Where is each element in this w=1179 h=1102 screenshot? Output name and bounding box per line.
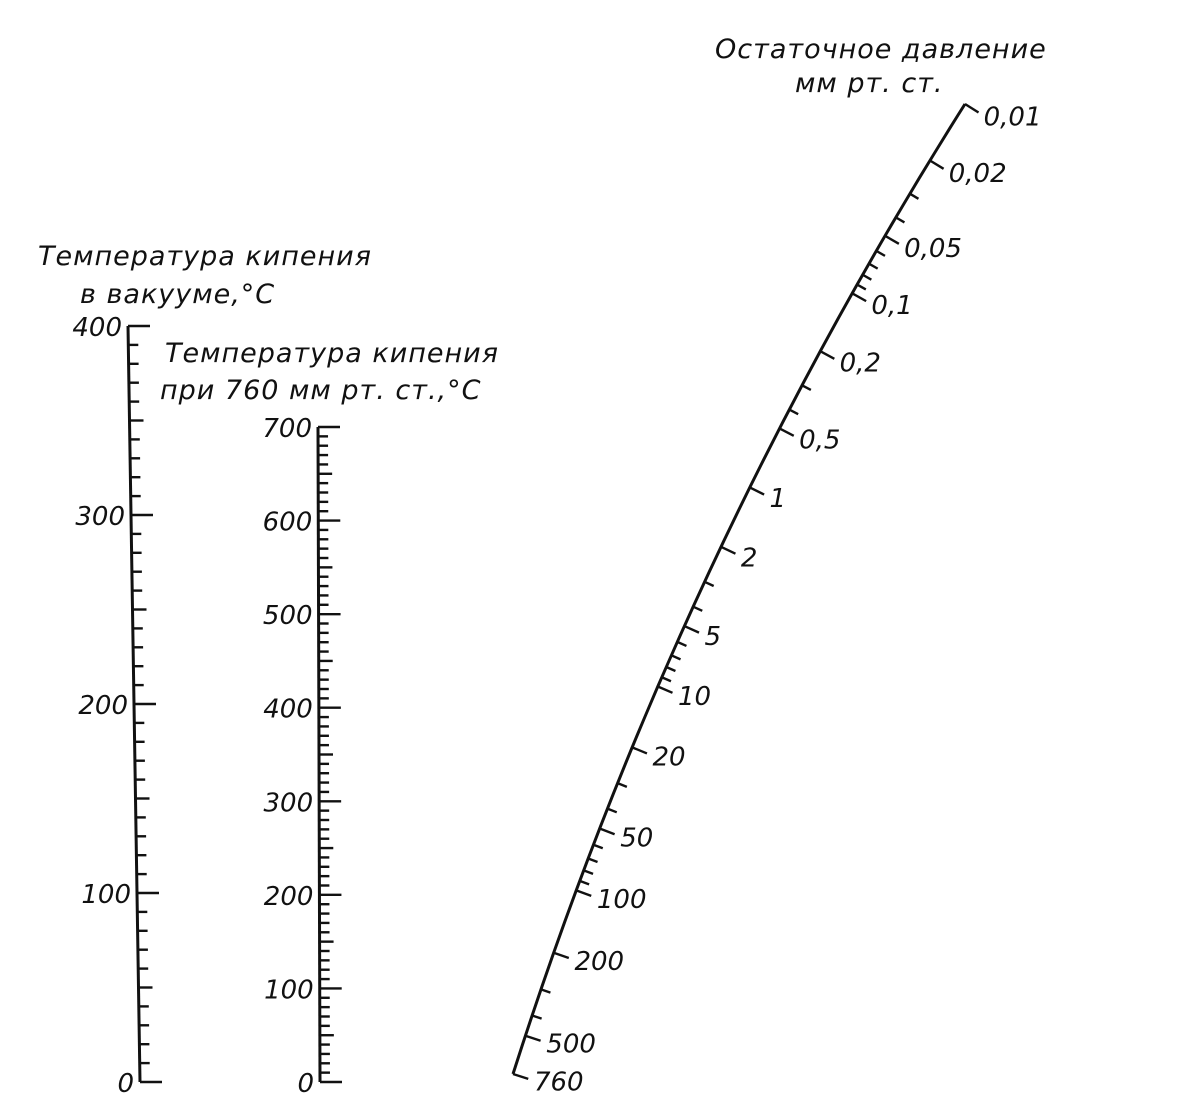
pressure-major-tick [885,236,899,244]
pressure-minor-tick [541,989,550,992]
pressure-minor-tick [532,1015,541,1018]
pressure-tick-label: 0,05 [904,233,962,264]
pressure-major-tick [554,953,569,958]
normal-temp-title-line2: при 760 мм рт. ст.,°C [160,375,482,406]
pressure-scale [513,34,1047,1098]
pressure-minor-tick [588,858,597,862]
pressure-major-tick [600,828,615,834]
pressure-minor-tick [802,385,811,390]
pressure-major-tick [576,890,591,896]
pressure-title-line2: мм рт. ст. [795,68,944,99]
pressure-major-tick [820,351,834,359]
pressure-tick-label: 5 [704,622,722,653]
pressure-minor-tick [671,655,680,659]
pressure-major-tick [780,428,794,435]
pressure-major-tick [684,626,699,633]
normal-temp-tick-label: 100 [264,975,314,1006]
normal-temp-ticks [262,414,342,1099]
pressure-tick-label: 0,02 [948,158,1007,189]
vacuum-temp-tick-label: 400 [72,313,122,343]
normal-temp-tick-label: 500 [262,601,313,632]
pressure-tick-label: 20 [652,742,686,773]
pressure-minor-tick [705,582,714,586]
vacuum-temp-title-line1: Температура кипения [38,241,372,272]
pressure-minor-tick [910,194,919,199]
pressure-major-tick [721,547,735,554]
pressure-major-tick [750,487,764,494]
vacuum-temp-tick-label: 100 [81,880,131,910]
pressure-minor-tick [666,667,675,671]
pressure-minor-tick [876,251,885,256]
pressure-minor-tick [896,217,905,222]
pressure-tick-label: 50 [620,823,654,854]
pressure-tick-label: 0,01 [983,102,1042,133]
normal-temperature-scale [160,338,499,1099]
pressure-major-tick [852,293,866,301]
pressure-major-tick [525,1036,540,1041]
pressure-minor-tick [789,410,798,415]
pressure-curve [513,104,965,1074]
vacuum-temp-tick-label: 300 [75,502,125,532]
normal-temp-tick-label: 600 [262,507,313,538]
vacuum-temp-ticks [72,313,162,1099]
normal-temp-tick-label: 0 [297,1069,314,1099]
pressure-major-tick [513,1074,528,1079]
normal-temp-tick-label: 700 [262,414,312,444]
normal-temp-tick-label: 200 [263,881,314,912]
pressure-major-tick [632,747,647,753]
pressure-tick-label: 0,1 [871,291,913,322]
pressure-tick-label: 1 [769,484,787,515]
pressure-minor-tick [584,870,593,874]
vacuum-temp-title-line2: в вакууме,°C [80,279,276,310]
pressure-tick-label: 0,5 [799,425,841,456]
pressure-tick-label: 0,2 [839,348,881,379]
pressure-tick-label: 2 [740,543,758,574]
pressure-tick-label: 760 [533,1067,584,1098]
pressure-minor-tick [607,809,616,813]
pressure-major-tick [930,160,944,168]
normal-temp-tick-label: 400 [263,694,313,725]
pressure-major-tick [658,686,673,692]
pressure-tick-label: 200 [574,947,625,978]
pressure-minor-tick [869,264,878,269]
pressure-minor-tick [863,275,872,280]
pressure-minor-tick [618,783,627,787]
pressure-tick-label: 10 [678,682,712,713]
pressure-minor-tick [662,677,671,681]
pressure-ticks [513,103,1041,1098]
pressure-minor-tick [693,607,702,611]
normal-temp-tick-label: 300 [263,788,314,819]
pressure-minor-tick [580,881,589,884]
pressure-minor-tick [593,845,602,849]
pressure-minor-tick [857,285,866,290]
vacuum-temp-tick-label: 0 [117,1069,134,1099]
pressure-title-line1: Остаточное давление [715,34,1047,65]
pressure-tick-label: 500 [546,1029,596,1060]
pressure-minor-tick [677,642,686,646]
normal-temp-title-line1: Температура кипения [165,338,499,369]
pressure-tick-label: 100 [596,885,647,916]
pressure-major-tick [965,104,979,113]
vacuum-temp-tick-label: 200 [78,691,128,721]
